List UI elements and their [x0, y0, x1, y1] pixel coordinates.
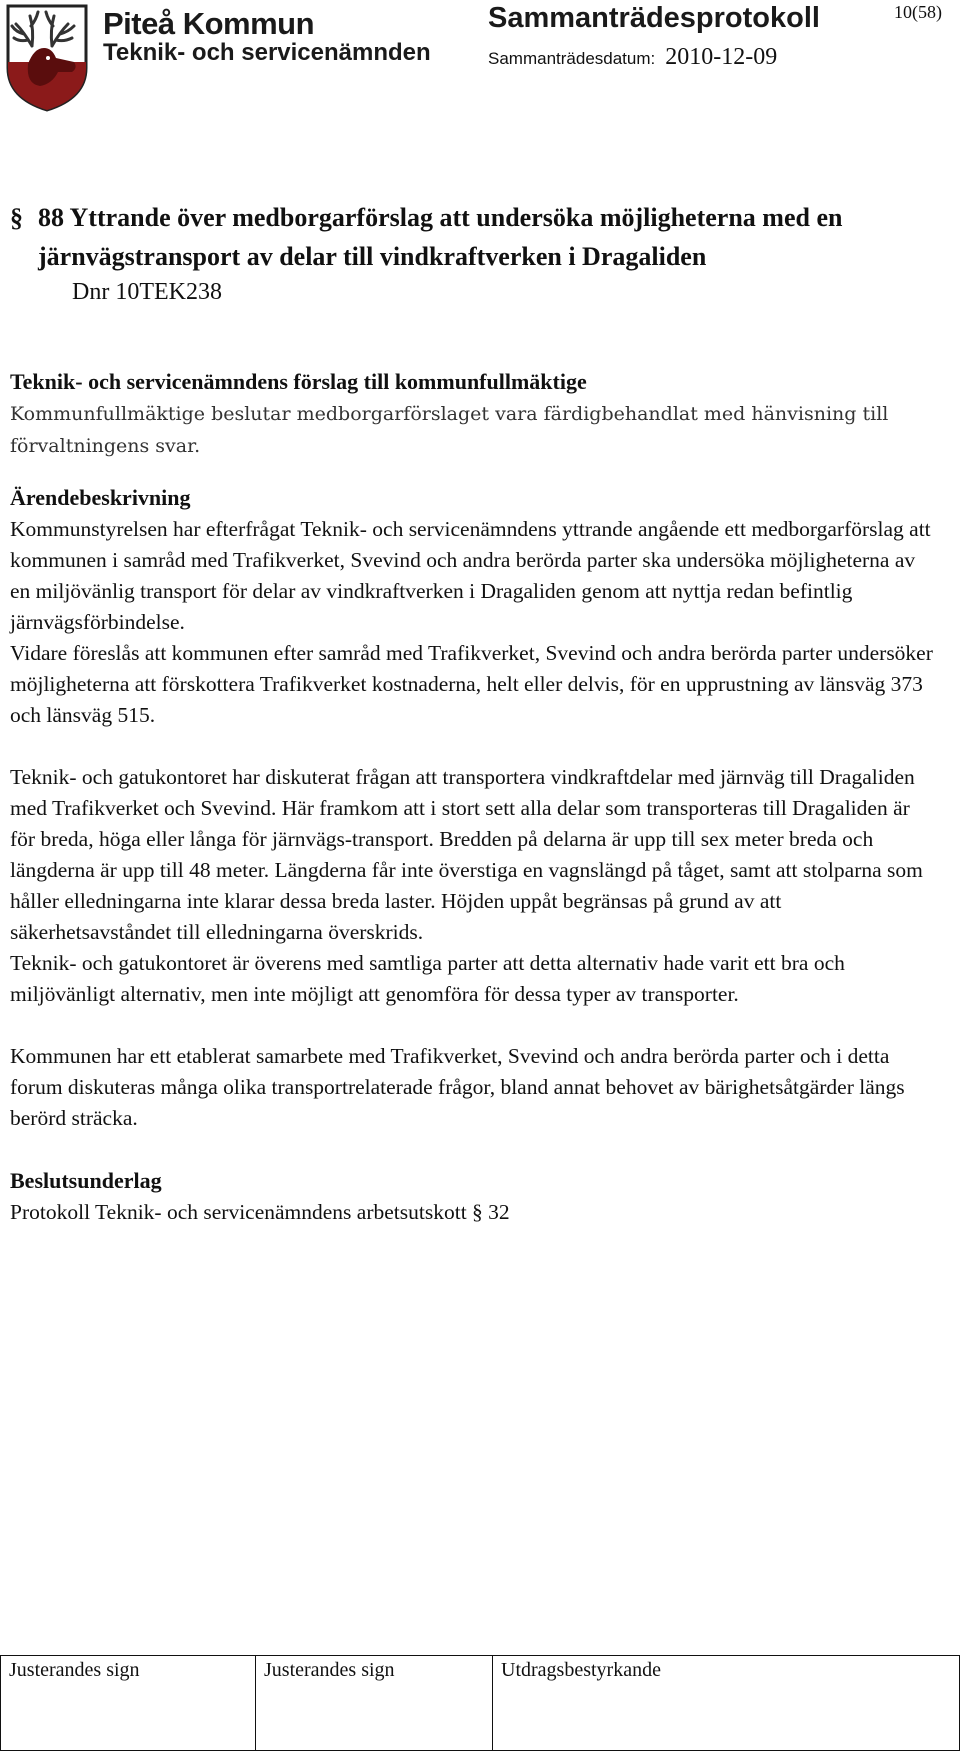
- signature-cell-justerandes-2: [256, 1656, 493, 1751]
- description-heading: Ärendebeskrivning: [10, 485, 191, 510]
- signature-row: [1, 1656, 960, 1751]
- signature-cell-utdragsbestyrkande: [493, 1656, 960, 1751]
- page-number: 10(58): [894, 2, 942, 22]
- section-heading: [10, 198, 940, 276]
- meeting-date-value: 2010-12-09: [665, 44, 778, 70]
- decision-basis-text: Protokoll Teknik- och servicenämndens arbetsutskott § 32: [10, 1200, 510, 1224]
- description-paragraph: Kommunstyrelsen har efterfrågat Teknik- och servicenämndens yttrande angående ett medborgarförslag att kommunen i samråd med Trafikverket, Svevind och andra berörda parter ska undersöka möjligheterna av en miljövänlig transport för delar av vindkraftverken i Dragaliden genom att nyttja redan befintlig järnvägsförbindelse.: [10, 517, 931, 634]
- case-number: Dnr 10TEK238: [72, 279, 222, 305]
- meeting-date-label: Sammanträdesdatum:: [488, 49, 656, 68]
- document-body: [10, 198, 940, 1228]
- document-header: [0, 0, 960, 120]
- section-symbol: §: [10, 203, 23, 232]
- description-block: [10, 482, 940, 1134]
- signature-label: Justerandes sign: [264, 1659, 395, 1681]
- department-name: Teknik- och servicenämnden: [103, 39, 431, 66]
- document-title: Sammanträdesprotokoll: [488, 2, 820, 34]
- org-name: Piteå Kommun: [103, 6, 315, 41]
- meeting-date-row: [488, 44, 777, 71]
- description-paragraph: Teknik- och gatukontoret är överens med samtliga parter att detta alternativ hade varit ett bra och miljövänligt alternativ, men inte möjligt att genomföra för dessa typer av transporter.: [10, 951, 845, 1006]
- signature-cell-justerandes-1: [1, 1656, 256, 1751]
- signature-label: Utdragsbestyrkande: [501, 1659, 661, 1681]
- description-paragraph: Kommunen har ett etablerat samarbete med Trafikverket, Svevind och andra berörda parter och i detta forum diskuteras många olika transportrelaterade frågor, bland annat behovet av bärighetsåtgärder längs berörd sträcka.: [10, 1044, 905, 1130]
- decision-basis-block: [10, 1165, 940, 1228]
- description-paragraph: Teknik- och gatukontoret har diskuterat frågan att transportera vindkraftdelar med järnväg till Dragaliden med Trafikverket och Svevind. Här framkom att i stort sett alla delar som transporteras till Dragaliden är för breda, höga eller långa för järnvägs-transport. Bredden på delarna är upp till sex meter breda och längderna är upp till 48 meter. Längderna får inte överstiga en vagnslängd på tåget, samt att stolparna som håller elledningarna inte klarar dessa breda laster. Höjden uppåt begränsas på grund av att säkerhetsavståndet till elledningarna överskrids.: [10, 765, 923, 944]
- municipality-logo: [4, 2, 90, 112]
- signature-label: Justerandes sign: [9, 1659, 140, 1681]
- proposal-block: [10, 366, 940, 462]
- section-title: 88 Yttrande över medborgarförslag att undersöka möjligheterna med en järnvägstransport av delar till vindkraftverken i Dragaliden: [38, 203, 843, 271]
- proposal-heading: Teknik- och servicenämndens förslag till kommunfullmäktige: [10, 369, 587, 394]
- proposal-text: Kommunfullmäktige beslutar medborgarförslaget vara färdigbehandlat med hänvisning till förvaltningens svar.: [10, 403, 889, 457]
- signature-table: [0, 1655, 960, 1751]
- description-paragraph: Vidare föreslås att kommunen efter samråd med Trafikverket, Svevind och andra berörda parter undersöker möjligheterna att förskottera Trafikverket kostnaderna, helt eller delvis, för en upprustning av länsväg 373 och länsväg 515.: [10, 641, 933, 727]
- reindeer-crest-icon: [4, 2, 90, 112]
- decision-basis-heading: Beslutsunderlag: [10, 1168, 162, 1193]
